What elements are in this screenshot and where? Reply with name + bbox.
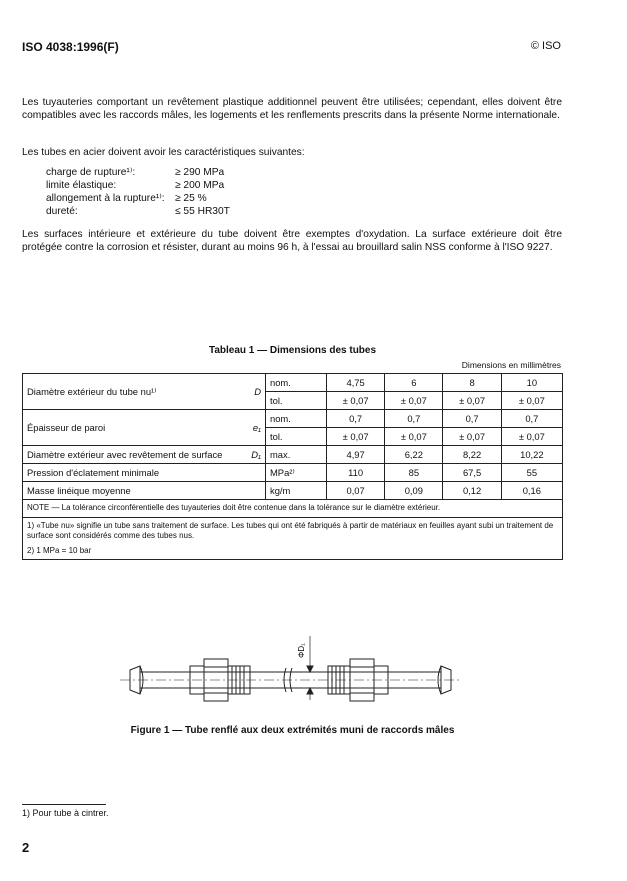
row-sub-label: nom. — [266, 374, 327, 392]
table-cell: 55 — [501, 464, 562, 482]
table-cell: 6,22 — [385, 446, 443, 464]
table-cell: 0,12 — [443, 482, 501, 500]
page-footnote: 1) Pour tube à cintrer. — [22, 808, 109, 818]
table-cell: 0,7 — [327, 410, 385, 428]
dimension-label: ΦD₁ — [297, 643, 306, 658]
property-name: charge de rupture¹⁾: — [46, 167, 136, 178]
row-label: Diamètre extérieur du tube nu¹⁾ — [23, 374, 242, 410]
table-cell: 0,09 — [385, 482, 443, 500]
figure-caption: Figure 1 — Tube renflé aux deux extrémités muni de raccords mâles — [130, 725, 455, 736]
table-cell: 10,22 — [501, 446, 562, 464]
table-cell: 0,07 — [327, 482, 385, 500]
table-row — [23, 517, 563, 560]
table-footnote-2: 2) 1 MPa = 10 bar — [27, 545, 92, 555]
property-name: allongement à la rupture¹⁾: — [46, 193, 165, 204]
row-label: Masse linéique moyenne — [23, 482, 266, 500]
row-sub-label: nom. — [266, 410, 327, 428]
table-cell: 110 — [327, 464, 385, 482]
table-cell: ± 0,07 — [501, 428, 562, 446]
table-cell: 10 — [501, 374, 562, 392]
row-sub-label: max. — [266, 446, 327, 464]
page-number: 2 — [22, 840, 30, 855]
table-cell: ± 0,07 — [327, 428, 385, 446]
table-cell: ± 0,07 — [385, 392, 443, 410]
property-value: ≥ 25 % — [175, 193, 207, 204]
table-cell: ± 0,07 — [443, 428, 501, 446]
row-symbol: D₁ — [241, 446, 266, 464]
row-label: Épaisseur de paroi — [23, 410, 242, 446]
tube-fitting-drawing — [110, 628, 470, 710]
table-cell: ± 0,07 — [443, 392, 501, 410]
footnote-divider — [22, 804, 106, 805]
row-sub-label: tol. — [266, 392, 327, 410]
table-cell: 0,7 — [385, 410, 443, 428]
row-unit: kg/m — [266, 482, 327, 500]
row-symbol: e₁ — [241, 410, 266, 446]
units-note: Dimensions en millimètres — [461, 360, 561, 370]
row-unit: MPa²⁾ — [266, 464, 327, 482]
table-cell: ± 0,07 — [385, 428, 443, 446]
table-cell: 8,22 — [443, 446, 501, 464]
table-note: NOTE — La tolérance circonférentielle des tuyauteries doit être contenue dans la tolérance sur le diamètre extérieur. — [23, 500, 563, 518]
table-cell: 8 — [443, 374, 501, 392]
table-cell: 0,16 — [501, 482, 562, 500]
table-row — [23, 446, 563, 464]
table-row — [23, 500, 563, 518]
property-value: ≥ 200 MPa — [175, 180, 225, 191]
table-cell: 0,7 — [501, 410, 562, 428]
table-footnotes — [23, 517, 563, 560]
property-value: ≤ 55 HR30T — [175, 206, 230, 217]
table-row — [23, 410, 563, 428]
table-row — [23, 482, 563, 500]
row-label: Diamètre extérieur avec revêtement de surface — [23, 446, 242, 464]
paragraph-steel-intro: Les tubes en acier doivent avoir les caractéristiques suivantes: — [22, 147, 305, 158]
table-cell: 85 — [385, 464, 443, 482]
copyright-mark: © ISO — [530, 40, 561, 52]
table-row — [23, 464, 563, 482]
table-cell: ± 0,07 — [501, 392, 562, 410]
table-footnote-1: 1) «Tube nu» signifie un tube sans traitement de surface. Les tubes qui ont été fabriqués à partir de matériaux en feuilles ayant subi un traitement de surface sont considérés comme des tubes nus. — [27, 520, 554, 540]
paragraph-coating: Les tuyauteries comportant un revêtement plastique additionnel peuvent être utilisées; cependant, elles doivent être compatibles avec les raccords mâles, les logements et les renflements prescrits dans la présente Norme internationale. — [22, 97, 562, 121]
table-cell: 6 — [385, 374, 443, 392]
property-value: ≥ 290 MPa — [175, 167, 225, 178]
table-cell: 67,5 — [443, 464, 501, 482]
table-cell: 4,97 — [327, 446, 385, 464]
document-id: ISO 4038:1996(F) — [22, 40, 119, 54]
table-row — [23, 374, 563, 392]
table-cell: ± 0,07 — [327, 392, 385, 410]
property-name: dureté: — [46, 206, 78, 217]
table-caption: Tableau 1 — Dimensions des tubes — [208, 345, 377, 356]
table-cell: 4,75 — [327, 374, 385, 392]
table-cell: 0,7 — [443, 410, 501, 428]
dimensions-table — [22, 373, 563, 560]
paragraph-oxidation: Les surfaces intérieure et extérieure du tube doivent être exemptes d'oxydation. La surface extérieure doit être protégée contre la corrosion et résister, durant au moins 96 h, à l'essai au brouillard salin NSS conforme à l'ISO 9227. — [22, 229, 562, 253]
row-label: Pression d'éclatement minimale — [23, 464, 266, 482]
property-name: limite élastique: — [46, 180, 117, 191]
row-sub-label: tol. — [266, 428, 327, 446]
row-symbol: D — [241, 374, 266, 410]
